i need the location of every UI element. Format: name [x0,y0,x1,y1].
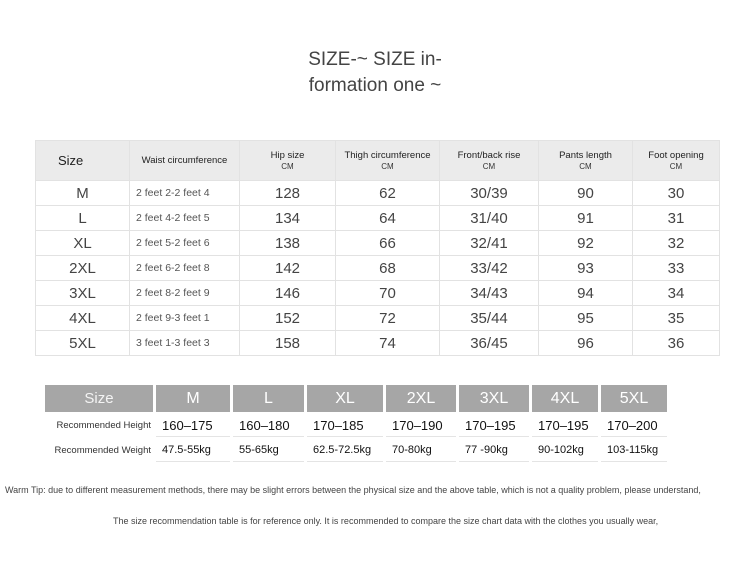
cell-waist: 2 feet 4-2 feet 5 [130,206,240,231]
cell-foot: 32 [633,231,720,256]
rec-weight-cell: 47.5-55kg [156,439,230,462]
cell-thigh: 74 [336,331,440,356]
size-chart-header-row [36,141,720,181]
cell-rise: 32/41 [440,231,539,256]
cell-length: 90 [539,181,633,206]
cell-waist: 2 feet 9-3 feet 1 [130,306,240,331]
rec-height-cell: 170–185 [307,414,383,437]
header-foot [633,141,720,181]
table-row [36,281,720,306]
cell-thigh: 70 [336,281,440,306]
rec-size-2xl: 2XL [386,385,456,412]
cell-thigh: 64 [336,206,440,231]
cell-rise: 34/43 [440,281,539,306]
rec-height-cell: 170–195 [532,414,598,437]
table-row [36,206,720,231]
cell-waist: 3 feet 1-3 feet 3 [130,331,240,356]
header-size: Size [36,141,130,181]
header-rise [440,141,539,181]
cell-rise: 30/39 [440,181,539,206]
cell-rise: 33/42 [440,256,539,281]
cell-length: 92 [539,231,633,256]
cell-foot: 30 [633,181,720,206]
rec-weight-label: Recommended Weight [54,445,151,456]
header-thigh-label: Thigh circumference [344,149,431,161]
cell-thigh: 68 [336,256,440,281]
cell-size: 5XL [36,331,130,356]
cell-hip: 134 [240,206,336,231]
cell-thigh: 72 [336,306,440,331]
cell-hip: 152 [240,306,336,331]
rec-weight-cell: 77 -90kg [459,439,529,462]
header-hip [240,141,336,181]
cell-hip: 142 [240,256,336,281]
cell-size: L [36,206,130,231]
rec-height-cell: 160–175 [156,414,230,437]
title-line-1: SIZE-~ SIZE in- [308,49,442,70]
rec-size-l: L [233,385,304,412]
header-hip-label: Hip size [270,149,305,161]
cell-waist: 2 feet 6-2 feet 8 [130,256,240,281]
header-waist-label: Waist circumference [141,155,228,166]
cell-thigh: 62 [336,181,440,206]
cell-length: 93 [539,256,633,281]
title-line-2: formation one ~ [308,75,442,96]
rec-weight-cell: 62.5-72.5kg [307,439,383,462]
cell-foot: 31 [633,206,720,231]
table-row [36,181,720,206]
rec-height-row [45,414,667,437]
recommendation-table [42,383,670,464]
size-chart-table [35,140,720,356]
header-rise-unit: CM [482,161,496,171]
header-foot-label: Foot opening [648,149,704,161]
cell-size: 2XL [36,256,130,281]
header-waist [130,141,240,181]
header-hip-unit: CM [281,161,294,171]
table-row [36,306,720,331]
header-rise-label: Front/back rise [457,149,521,161]
cell-foot: 35 [633,306,720,331]
cell-size: XL [36,231,130,256]
table-row [36,256,720,281]
cell-foot: 34 [633,281,720,306]
rec-size-m: M [156,385,230,412]
cell-foot: 36 [633,331,720,356]
rec-height-cell: 170–195 [459,414,529,437]
rec-size-xl: XL [307,385,383,412]
rec-size-4xl: 4XL [532,385,598,412]
cell-hip: 158 [240,331,336,356]
cell-waist: 2 feet 8-2 feet 9 [130,281,240,306]
cell-size: M [36,181,130,206]
cell-hip: 128 [240,181,336,206]
cell-rise: 36/45 [440,331,539,356]
rec-height-cell: 170–200 [601,414,667,437]
cell-hip: 138 [240,231,336,256]
cell-waist: 2 feet 2-2 feet 4 [130,181,240,206]
rec-height-label: Recommended Height [56,420,151,431]
rec-height-cell: 160–180 [233,414,304,437]
cell-thigh: 66 [336,231,440,256]
cell-length: 96 [539,331,633,356]
page-title [0,47,750,99]
rec-size-row [45,385,667,412]
rec-weight-cell: 70-80kg [386,439,456,462]
cell-length: 94 [539,281,633,306]
rec-weight-cell: 90-102kg [532,439,598,462]
cell-rise: 31/40 [440,206,539,231]
warm-tip: Warm Tip: due to different measurement methods, there may be slight errors between the physical size and the above table, which is not a quality problem, please understand, [5,485,701,495]
rec-weight-cell: 103-115kg [601,439,667,462]
rec-weight-cell: 55-65kg [233,439,304,462]
header-length-unit: CM [579,161,592,171]
cell-rise: 35/44 [440,306,539,331]
rec-weight-row [45,439,667,462]
cell-size: 3XL [36,281,130,306]
table-row [36,231,720,256]
rec-size-label: Size [45,385,153,412]
cell-length: 95 [539,306,633,331]
cell-waist: 2 feet 5-2 feet 6 [130,231,240,256]
cell-foot: 33 [633,256,720,281]
rec-size-3xl: 3XL [459,385,529,412]
cell-length: 91 [539,206,633,231]
table-row [36,331,720,356]
reference-note: The size recommendation table is for reference only. It is recommended to compare the size chart data with the clothes you usually wear, [113,516,659,526]
cell-hip: 146 [240,281,336,306]
header-foot-unit: CM [669,161,683,171]
header-thigh [336,141,440,181]
rec-height-cell: 170–190 [386,414,456,437]
header-thigh-unit: CM [381,161,394,171]
rec-size-5xl: 5XL [601,385,667,412]
cell-size: 4XL [36,306,130,331]
header-length-label: Pants length [559,149,612,161]
header-length [539,141,633,181]
